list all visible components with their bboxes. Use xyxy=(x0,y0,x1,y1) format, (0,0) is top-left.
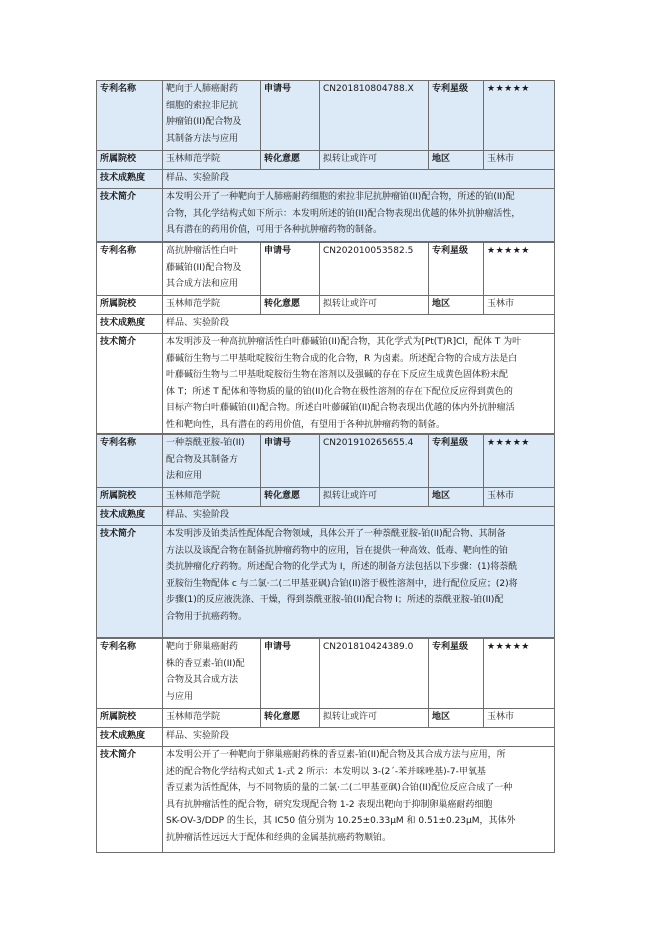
transfer-intent-label: 转化意愿 xyxy=(261,296,320,315)
patent-name xyxy=(163,639,261,709)
patent-rating: ★★★★★ xyxy=(484,639,555,709)
region-label: 地区 xyxy=(429,296,484,315)
patent-name-line: 与应用 xyxy=(166,691,194,702)
region-label: 地区 xyxy=(429,151,484,170)
patent-name-label: 专利名称 xyxy=(97,435,163,488)
patent-name-line: 高抗肿瘤活性白叶 xyxy=(166,246,239,256)
institution-label: 所属院校 xyxy=(97,151,163,170)
maturity-label: 技术成熟度 xyxy=(97,315,163,334)
summary xyxy=(163,747,555,853)
summary-row xyxy=(97,747,555,853)
summary-label: 技术简介 xyxy=(97,334,163,434)
application-no: CN202010053582.5 xyxy=(320,243,429,296)
summary xyxy=(163,189,555,242)
patent-name-label: 专利名称 xyxy=(97,243,163,296)
summary-line: 方法以及该配合物在制备抗肿瘤药物中的应用，旨在提供一种高效、低毒、靶向性的铂 xyxy=(166,545,509,556)
transfer-intent-label: 转化意愿 xyxy=(261,488,320,507)
institution-label: 所属院校 xyxy=(97,488,163,507)
maturity-label: 技术成熟度 xyxy=(97,170,163,189)
patent-rating: ★★★★★ xyxy=(484,81,555,151)
summary-line: 本发明公开了一种靶向于卵巢癌耐药株的香豆素-铂(II)配合物及其合成方法与应用，所 xyxy=(166,750,506,760)
summary-line: 本发明涉及铂类活性配体配合物领域，具体公开了一种萘酰亚胺-铂(II)配合物、其制备 xyxy=(166,529,506,539)
institution: 玉林师范学院 xyxy=(163,151,261,170)
maturity-row xyxy=(97,170,555,189)
maturity: 样品、实验阶段 xyxy=(163,507,555,526)
patent-rating: ★★★★★ xyxy=(484,435,555,488)
transfer-intent-label: 转化意愿 xyxy=(261,151,320,170)
maturity-row xyxy=(97,507,555,526)
region-label: 地区 xyxy=(429,488,484,507)
patent-name-line: 配合物及其制备方 xyxy=(166,454,239,465)
patent-name xyxy=(163,243,261,296)
summary-line: 叶藤碱衍生物与二甲基吡啶胺衍生物在溶剂以及强碱的存在下反应生成黄色固体粉末配 xyxy=(166,370,509,380)
patent-name-line: 藤碱铂(II)配合物及 xyxy=(166,262,242,273)
summary-line: 体 T；所述 T 配体和等物质的量的铂(II)化合物在极性溶剂的存在下配位反应得到黄色的 xyxy=(166,386,513,397)
patent-name-label: 专利名称 xyxy=(97,639,163,709)
summary-row xyxy=(97,334,555,434)
summary-line: 抗肿瘤活性远远大于配体和经典的金属基抗癌药物顺铂。 xyxy=(166,832,392,843)
patent-rating-label: 专利星级 xyxy=(429,81,484,151)
patent-rating-label: 专利星级 xyxy=(429,639,484,709)
patent-list xyxy=(96,80,554,853)
application-no-label: 申请号 xyxy=(261,435,320,488)
patent-record xyxy=(96,80,555,242)
region: 玉林市 xyxy=(484,151,555,170)
maturity: 样品、实验阶段 xyxy=(163,170,555,189)
application-no-label: 申请号 xyxy=(261,81,320,151)
patent-name-line: 其合成方法和应用 xyxy=(166,279,239,289)
summary-line: 本发明涉及一种高抗肿瘤活性白叶藤碱铂(II)配合物，其化学式为[Pt(T)R]Cl，配体 T 为叶 xyxy=(166,337,522,347)
patent-name-line: 细胞的索拉非尼抗 xyxy=(166,100,239,111)
summary-line: 步骤(1)的反应液洗涤、干燥，得到萘酰亚胺-铂(II)配合物 I；所述的萘酰亚胺-铂(II)配 xyxy=(166,595,504,605)
institution-row xyxy=(97,296,555,315)
patent-record xyxy=(96,638,555,853)
patent-name-line: 靶向于人肺癌耐药 xyxy=(166,84,239,94)
patent-header-row xyxy=(97,639,555,709)
patent-name-line: 其制备方法与应用 xyxy=(166,133,239,144)
summary-line: 合物，其化学结构式如下所示：本发明所述的铂(II)配合物表现出优越的体外抗肿瘤活性， xyxy=(166,208,521,219)
summary-line: 本发明公开了一种靶向于人肺癌耐药细胞的索拉非尼抗肿瘤铂(II)配合物，所述的铂(II)配 xyxy=(166,192,515,202)
summary-line: 亚胺衍生物配体 c 与二氯·二(二甲基亚砜)合铂(II)溶于极性溶剂中，进行配位反应；(2)将 xyxy=(166,578,518,589)
patent-rating-label: 专利星级 xyxy=(429,435,484,488)
institution-row xyxy=(97,709,555,728)
summary-line: 合物用于抗癌药物。 xyxy=(166,611,248,622)
summary-row xyxy=(97,526,555,638)
patent-name xyxy=(163,81,261,151)
summary-label: 技术简介 xyxy=(97,526,163,638)
summary-line: 类抗肿瘤化疗药物。所述配合物的化学式为 I，所述的制备方法包括以下步骤：(1)将萘酰 xyxy=(166,562,518,572)
patent-record xyxy=(96,434,555,638)
summary-line: 述的配合物化学结构式如式 1-式 2 所示：本发明以 3-(2´-苯并咪唑基)-7-甲氧基 xyxy=(166,766,486,777)
maturity-row xyxy=(97,728,555,747)
transfer-intent: 拟转让或许可 xyxy=(320,151,429,170)
institution-row xyxy=(97,151,555,170)
application-no-label: 申请号 xyxy=(261,243,320,296)
institution: 玉林师范学院 xyxy=(163,709,261,728)
institution-label: 所属院校 xyxy=(97,709,163,728)
transfer-intent: 拟转让或许可 xyxy=(320,296,429,315)
patent-header-row xyxy=(97,81,555,151)
maturity-label: 技术成熟度 xyxy=(97,728,163,747)
summary-line: 具有抗肿瘤活性的配合物，研究发现配合物 1-2 表现出靶向于抑制卵巢癌耐药细胞 xyxy=(166,799,493,810)
institution-row xyxy=(97,488,555,507)
patent-name-line: 靶向于卵巢癌耐药 xyxy=(166,642,239,652)
summary-line: 藤碱衍生物与二甲基吡啶胺衍生物合成的化合物，R 为卤素。所述配合物的合成方法是白 xyxy=(166,353,518,364)
application-no: CN201810424389.0 xyxy=(320,639,429,709)
patent-name-line: 肿瘤铂(II)配合物及 xyxy=(166,117,242,127)
application-no: CN201910265655.4 xyxy=(320,435,429,488)
patent-record xyxy=(96,242,555,434)
institution-label: 所属院校 xyxy=(97,296,163,315)
summary-line: SK-OV-3/DDP 的生长，其 IC50 值分别为 10.25±0.33μM 和 0.51±0.23μM，其体外 xyxy=(166,816,516,826)
patent-header-row xyxy=(97,243,555,296)
patent-rating-label: 专利星级 xyxy=(429,243,484,296)
maturity-row xyxy=(97,315,555,334)
summary-label: 技术简介 xyxy=(97,747,163,853)
summary-line: 目标产物白叶藤碱铂(II)配合物。所述白叶藤碱铂(II)配合物表现出优越的体内外抗肿瘤活 xyxy=(166,403,515,413)
summary-row xyxy=(97,189,555,242)
region: 玉林市 xyxy=(484,709,555,728)
maturity-label: 技术成熟度 xyxy=(97,507,163,526)
patent-name-line: 株的香豆素-铂(II)配 xyxy=(166,658,245,669)
application-no: CN201810804788.X xyxy=(320,81,429,151)
maturity: 样品、实验阶段 xyxy=(163,315,555,334)
institution: 玉林师范学院 xyxy=(163,488,261,507)
summary-line: 香豆素为活性配体，与不同物质的量的二氯·二(二甲基亚砜)合铂(II)配位反应合成了一种 xyxy=(166,783,513,793)
transfer-intent: 拟转让或许可 xyxy=(320,709,429,728)
maturity: 样品、实验阶段 xyxy=(163,728,555,747)
application-no-label: 申请号 xyxy=(261,639,320,709)
patent-rating: ★★★★★ xyxy=(484,243,555,296)
patent-name xyxy=(163,435,261,488)
transfer-intent-label: 转化意愿 xyxy=(261,709,320,728)
transfer-intent: 拟转让或许可 xyxy=(320,488,429,507)
summary xyxy=(163,526,555,638)
region-label: 地区 xyxy=(429,709,484,728)
summary-line: 性和靶向性，具有潜在的药用价值，有望用于各种抗肿瘤药物的制备。 xyxy=(166,419,446,430)
institution: 玉林师范学院 xyxy=(163,296,261,315)
patent-name-line: 合物及其合成方法 xyxy=(166,675,239,685)
patent-name-label: 专利名称 xyxy=(97,81,163,151)
summary-label: 技术简介 xyxy=(97,189,163,242)
patent-name-line: 一种萘酰亚胺-铂(II) xyxy=(166,438,245,448)
region: 玉林市 xyxy=(484,488,555,507)
summary xyxy=(163,334,555,434)
patent-header-row xyxy=(97,435,555,488)
summary-line: 具有潜在的药用价值，可用于各种抗肿瘤药物的制备。 xyxy=(166,225,383,235)
region: 玉林市 xyxy=(484,296,555,315)
patent-name-line: 法和应用 xyxy=(166,471,203,481)
